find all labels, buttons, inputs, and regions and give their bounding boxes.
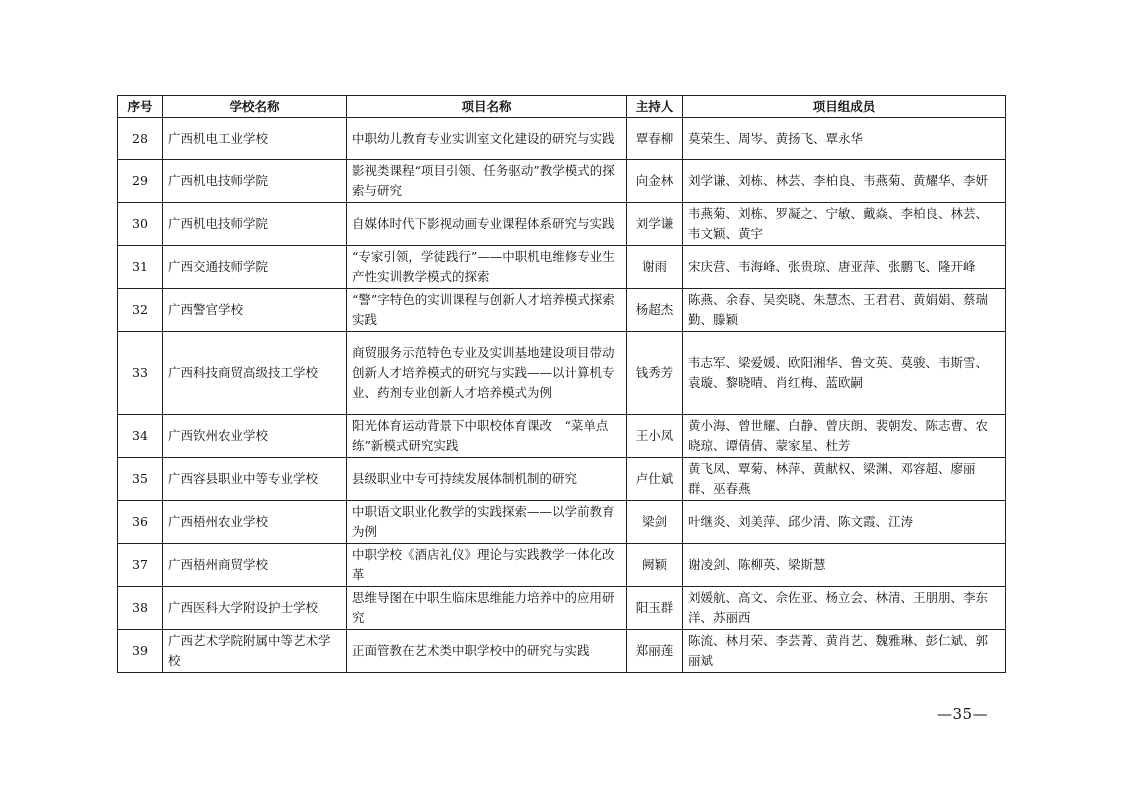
- header-members: 项目组成员: [683, 96, 1006, 118]
- header-seq: 序号: [118, 96, 163, 118]
- table-row: [118, 332, 1006, 415]
- row-number: 37: [118, 544, 163, 587]
- project-name: 中职学校《酒店礼仪》理论与实践教学一体化改革: [347, 544, 627, 587]
- header-project: 项目名称: [347, 96, 627, 118]
- table-row: [118, 501, 1006, 544]
- project-leader: 覃春柳: [627, 118, 683, 160]
- project-leader: 钱秀芳: [627, 332, 683, 415]
- project-members: 韦志军、梁爱媛、欧阳湘华、鲁文英、莫骏、韦斯雪、袁璇、黎晓晴、肖红梅、蓝欧嗣: [683, 332, 1006, 415]
- project-name: 自媒体时代下影视动画专业课程体系研究与实践: [347, 203, 627, 246]
- table-row: [118, 118, 1006, 160]
- table-row: [118, 415, 1006, 458]
- header-school: 学校名称: [163, 96, 347, 118]
- row-number: 30: [118, 203, 163, 246]
- project-name: 商贸服务示范特色专业及实训基地建设项目带动创新人才培养模式的研究与实践——以计算机专业、药剂专业创新人才培养模式为例: [347, 332, 627, 415]
- project-members: 陈燕、余春、吴奕晓、朱慧杰、王君君、黄娟娟、蔡瑞勤、滕颖: [683, 289, 1006, 332]
- project-members: 刘媛航、高文、佘佐亚、杨立会、林清、王朋朋、李东洋、苏丽西: [683, 587, 1006, 630]
- school-name: 广西容县职业中等专业学校: [163, 458, 347, 501]
- project-members: 刘学谦、刘栋、林芸、李柏良、韦燕菊、黄耀华、李妍: [683, 160, 1006, 203]
- project-name: 影视类课程“项目引领、任务驱动”教学模式的探索与研究: [347, 160, 627, 203]
- school-name: 广西机电工业学校: [163, 118, 347, 160]
- table-row: [118, 203, 1006, 246]
- table-row: [118, 458, 1006, 501]
- project-leader: 杨超杰: [627, 289, 683, 332]
- project-leader: 向金林: [627, 160, 683, 203]
- project-name: 中职幼儿教育专业实训室文化建设的研究与实践: [347, 118, 627, 160]
- row-number: 39: [118, 630, 163, 673]
- project-name: “警”字特色的实训课程与创新人才培养模式探索实践: [347, 289, 627, 332]
- project-members: 黄飞凤、覃菊、林萍、黄献权、梁渊、邓容超、廖丽群、巫春燕: [683, 458, 1006, 501]
- project-name: 正面管教在艺术类中职学校中的研究与实践: [347, 630, 627, 673]
- project-members: 莫荣生、周岑、黄扬飞、覃永华: [683, 118, 1006, 160]
- header-leader: 主持人: [627, 96, 683, 118]
- table-row: [118, 160, 1006, 203]
- project-leader: 郑丽莲: [627, 630, 683, 673]
- project-leader: 卢仕斌: [627, 458, 683, 501]
- project-leader: 刘学谦: [627, 203, 683, 246]
- project-leader: 梁剑: [627, 501, 683, 544]
- project-name: 中职语文职业化教学的实践探索——以学前教育为例: [347, 501, 627, 544]
- project-leader: 谢雨: [627, 246, 683, 289]
- school-name: 广西钦州农业学校: [163, 415, 347, 458]
- row-number: 38: [118, 587, 163, 630]
- project-name: 县级职业中专可持续发展体制机制的研究: [347, 458, 627, 501]
- row-number: 29: [118, 160, 163, 203]
- project-leader: 阳玉群: [627, 587, 683, 630]
- project-members: 叶继炎、刘美萍、邱少清、陈文霞、江涛: [683, 501, 1006, 544]
- row-number: 32: [118, 289, 163, 332]
- school-name: 广西艺术学院附属中等艺术学校: [163, 630, 347, 673]
- project-members: 韦燕菊、刘栋、罗凝之、宁敏、戴焱、李柏良、林芸、韦文颖、黄宇: [683, 203, 1006, 246]
- row-number: 28: [118, 118, 163, 160]
- row-number: 34: [118, 415, 163, 458]
- school-name: 广西梧州农业学校: [163, 501, 347, 544]
- table-header-row: [118, 96, 1006, 118]
- school-name: 广西科技商贸高级技工学校: [163, 332, 347, 415]
- project-name: “专家引领，学徒践行”——中职机电维修专业生产性实训教学模式的探索: [347, 246, 627, 289]
- school-name: 广西警官学校: [163, 289, 347, 332]
- project-leader: 阙颖: [627, 544, 683, 587]
- table-row: [118, 289, 1006, 332]
- project-leader: 王小凤: [627, 415, 683, 458]
- project-members: 宋庆营、韦海峰、张贵琼、唐亚萍、张鹏飞、隆开峰: [683, 246, 1006, 289]
- school-name: 广西机电技师学院: [163, 203, 347, 246]
- row-number: 31: [118, 246, 163, 289]
- table-row: [118, 246, 1006, 289]
- project-members: 黄小海、曾世耀、白静、曾庆朗、裴朝发、陈志曹、农晓琼、谭倩倩、蒙家星、杜芳: [683, 415, 1006, 458]
- project-members: 陈流、林月荣、李芸菁、黄肖艺、魏雅琳、彭仁斌、郭丽斌: [683, 630, 1006, 673]
- school-name: 广西机电技师学院: [163, 160, 347, 203]
- row-number: 36: [118, 501, 163, 544]
- school-name: 广西梧州商贸学校: [163, 544, 347, 587]
- school-name: 广西医科大学附设护士学校: [163, 587, 347, 630]
- table-row: [118, 587, 1006, 630]
- page-number: —35—: [937, 705, 989, 723]
- project-name: 思维导图在中职生临床思维能力培养中的应用研究: [347, 587, 627, 630]
- table-row: [118, 544, 1006, 587]
- school-name: 广西交通技师学院: [163, 246, 347, 289]
- projects-table: [117, 95, 1006, 673]
- row-number: 35: [118, 458, 163, 501]
- project-name: 阳光体育运动背景下中职校体育课改 “菜单点练”新模式研究实践: [347, 415, 627, 458]
- row-number: 33: [118, 332, 163, 415]
- table-row: [118, 630, 1006, 673]
- project-members: 谢凌剑、陈柳英、梁斯慧: [683, 544, 1006, 587]
